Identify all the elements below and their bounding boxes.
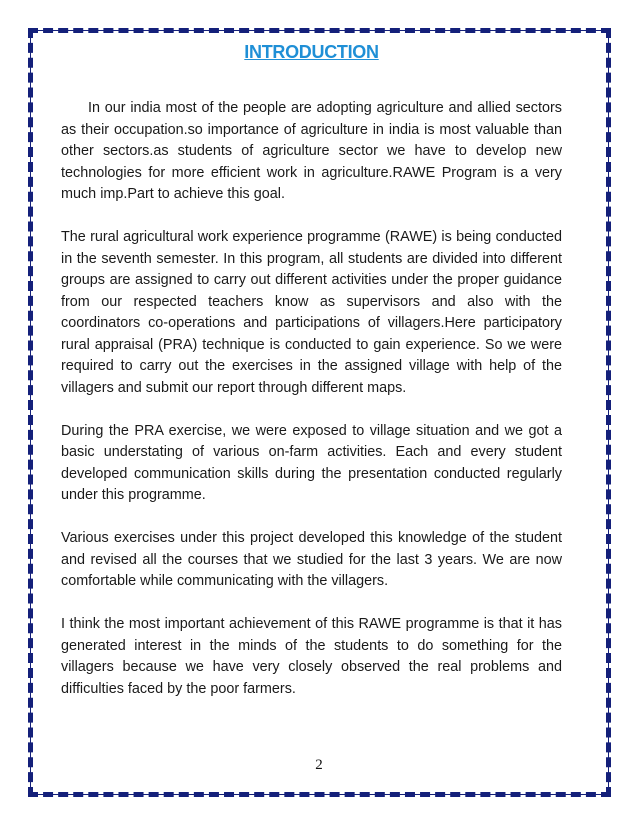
document-body: [61, 40, 562, 722]
paragraph-rawe: The rural agricultural work experience programme (RAWE) is being conducted in the seventh semester. In this program, all students are divided into different groups are assigned to carry out different activities under the proper guidance from our respected teachers know as supervisors and also with the coordinators co-operations and participations of villagers.Here participatory rural appraisal (PRA) technique is conducted to gain experience. So we were required to carry out the exercises in the assigned village with help of the villagers and submit our report through different maps.: [61, 229, 562, 396]
paragraph-exercises: Various exercises under this project developed this knowledge of the student and revised all the courses that we studied for the last 3 years. We are now comfortable while communicating with the villagers.: [61, 530, 562, 589]
paragraph-pra: During the PRA exercise, we were exposed to village situation and we got a basic understating of various on-farm activities. Each and every student developed communication skills during the presentation conducted regularly under this programme.: [61, 422, 562, 503]
page-title: INTRODUCTION: [244, 42, 379, 62]
page-number: 2: [315, 757, 323, 773]
paragraph-achievement: I think the most important achievement of this RAWE programme is that it has generated interest in the minds of the students to do something for the villagers because we have very closely observed the real problems and difficulties faced by the poor farmers.: [61, 616, 562, 697]
paragraph-intro: In our india most of the people are adopting agriculture and allied sectors as their occupation.so importance of agriculture in india is most valuable than other sectors.as students of agriculture sector we have to develop new technologies for more efficient work in agriculture.RAWE Program is a very much imp.Part to achieve this goal.: [61, 100, 562, 202]
